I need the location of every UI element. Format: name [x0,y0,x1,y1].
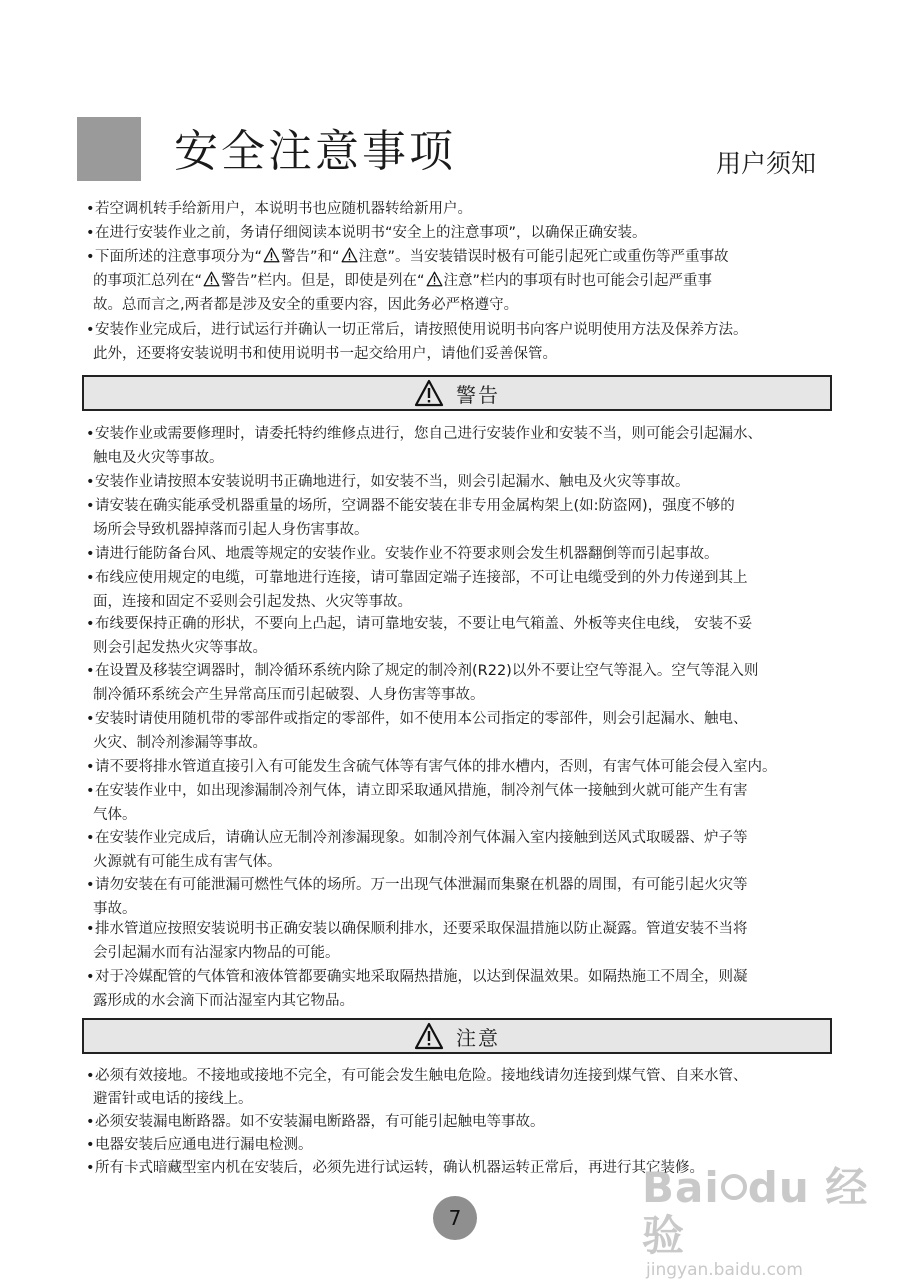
intro-line-2: •在进行安装作业之前，务请仔细阅读本说明书“安全上的注意事项”，以确保正确安装。 [86,225,647,241]
warning-item-cont: 面，连接和固定不妥则会引起发热、火灾等事故。 [93,594,412,610]
warning-item-cont: 会引起漏水而有沾湿家内物品的可能。 [93,945,340,961]
warning-item: •请进行能防备台风、地震等规定的安装作业。安装作业不符要求则会发生机器翻倒等而引起事故。 [86,546,719,562]
warning-triangle-icon [414,379,444,407]
caution-item: •必须有效接地。不接地或接地不完全，有可能会发生触电危险。接地线请勿连接到煤气管、自来水管、 [86,1068,748,1084]
warning-triangle-icon [263,247,280,263]
warning-item: •在安装作业中，如出现渗漏制冷剂气体，请立即采取通风措施，制冷剂气体一接触到火就可能产生有害 [86,783,748,799]
warning-triangle-icon [203,271,220,287]
warning-item-cont: 露形成的水会滴下而沾湿室内其它物品。 [93,993,354,1009]
warning-heading: 警告 [456,382,500,407]
page-subtitle: 用户须知 [716,149,817,178]
warning-item: •安装作业或需要修理时，请委托特约维修点进行，您自己进行安装作业和安装不当，则可能会引起漏水、 [86,426,762,442]
page-number: 7 [433,1196,477,1240]
caution-item: •所有卡式暗藏型室内机在安装后，必须先进行试运转，确认机器运转正常后，再进行其它装修。 [86,1160,704,1176]
warning-item-cont: 制冷循环系统会产生异常高压而引起破裂、人身伤害等事故。 [93,687,485,703]
warning-item-cont: 气体。 [93,807,137,823]
warning-triangle-icon [426,271,443,287]
warning-item-cont: 触电及火灾等事故。 [93,450,224,466]
warning-item-cont: 事故。 [93,901,137,917]
warning-triangle-icon [414,1022,444,1050]
baidu-paw-icon [721,1174,747,1200]
caution-heading-band [82,1018,832,1054]
warning-item: •在设置及移装空调器时，制冷循环系统内除了规定的制冷剂(R22)以外不要让空气等混入。空气等混入则 [86,663,759,679]
warning-item: •请不要将排水管道直接引入有可能发生含硫气体等有害气体的排水槽内，否则，有害气体可能会侵入室内。 [86,759,777,775]
intro-line-5: 故。总而言之,两者都是涉及安全的重要内容，因此务必严格遵守。 [93,297,519,313]
warning-item: •安装作业请按照本安装说明书正确地进行，如安装不当，则会引起漏水、触电及火灾等事故。 [86,474,690,490]
warning-item-cont: 则会引起发热火灾等事故。 [93,640,267,656]
page-title: 安全注意事项 [174,126,456,177]
warning-item: •对于冷媒配管的气体管和液体管都要确实地采取隔热措施，以达到保温效果。如隔热施工不周全，则凝 [86,969,748,985]
warning-item-cont: 火源就有可能生成有害气体。 [93,854,282,870]
warning-item: •安装时请使用随机带的零部件或指定的零部件，如不使用本公司指定的零部件，则会引起漏水、触电、 [86,711,748,727]
intro-line-4: 的事项汇总列在“ 警告”栏内。但是，即使是列在“ 注意”栏内的事项有时也可能会引起严重事 [93,273,713,289]
header-gray-square [77,117,141,181]
warning-item: •请安装在确实能承受机器重量的场所，空调器不能安装在非专用金属构架上(如:防盗网)，强度不够的 [86,498,735,514]
caution-item: •电器安装后应通电进行漏电检测。 [86,1137,313,1153]
intro-line-6: •安装作业完成后，进行试运行并确认一切正常后，请按照使用说明书向客户说明使用方法及保养方法。 [86,322,748,338]
warning-item: •布线要保持正确的形状，不要向上凸起，请可靠地安装，不要让电气箱盖、外板等夹住电线， 安装不妥 [86,616,753,632]
caution-heading: 注意 [456,1025,500,1050]
warning-heading-band [82,375,832,411]
caution-item-cont: 避雷针或电话的接线上。 [93,1091,253,1107]
warning-item: •布线应使用规定的电缆，可靠地进行连接，请可靠固定端子连接部，不可让电缆受到的外力传递到其上 [86,570,748,586]
intro-line-1: •若空调机转手给新用户，本说明书也应随机器转给新用户。 [86,201,472,217]
baidu-jingyan-watermark: Bai du 经验 jingyan.baidu.com [642,1163,869,1280]
intro-line-7: 此外，还要将安装说明书和使用说明书一起交给用户，请他们妥善保管。 [93,346,557,362]
warning-item-cont: 场所会导致机器掉落而引起人身伤害事故。 [93,522,369,538]
warning-item: •排水管道应按照安装说明书正确安装以确保顺利排水，还要采取保温措施以防止凝露。管道安装不当将 [86,921,748,937]
warning-triangle-icon [341,247,358,263]
intro-line-3: •下面所述的注意事项分为“ 警告”和“ 注意”。当安装错误时极有可能引起死亡或重伤等严重事故 [86,249,729,265]
warning-item-cont: 火灾、制冷剂渗漏等事故。 [93,735,267,751]
warning-item: •在安装作业完成后，请确认应无制冷剂渗漏现象。如制冷剂气体漏入室内接触到送风式取暖器、炉子等 [86,830,748,846]
caution-item: •必须安装漏电断路器。如不安装漏电断路器，有可能引起触电等事故。 [86,1114,545,1130]
warning-item: •请勿安装在有可能泄漏可燃性气体的场所。万一出现气体泄漏而集聚在机器的周围，有可能引起火灾等 [86,877,748,893]
